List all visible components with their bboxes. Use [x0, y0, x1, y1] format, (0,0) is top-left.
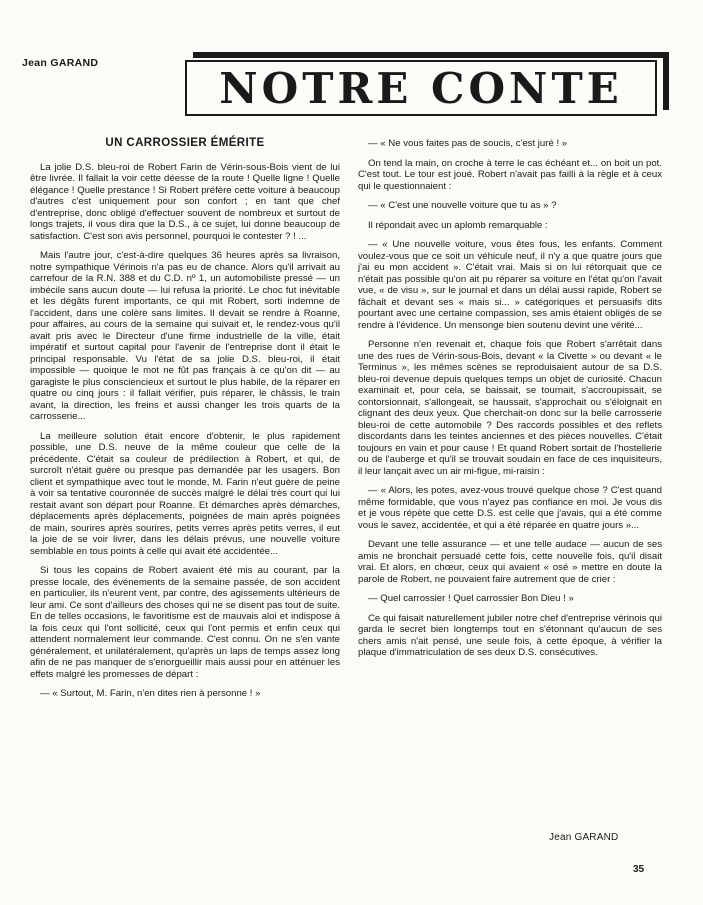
paragraph: La jolie D.S. bleu-roi de Robert Farin de Vérin-sous-Bois vient de lui être livrée. Il fallait la voir cette déesse de la route ! Quelle ligne ! Quelle élégance ! Quelle prestance ! Si Robert préfère cette voiture à beaucoup d'autres c'est uniquement pour son confort ; en tant que chef d'entreprise, donc obligé d'effectuer souvent de nombreux et surtout de longs trajets, il vous dira que la D.S., à ce sujet, lui donne beaucoup de satisfaction. C'est son avis personnel, pourquoi le contester ? ! ...	[30, 161, 340, 242]
paragraph: — « Ne vous faites pas de soucis, c'est juré ! »	[368, 138, 568, 149]
paragraph: La meilleure solution était encore d'obtenir, le plus rapidement possible, une D.S. neuve de la même couleur que celle de la précédente. C'était sa couleur de prédilection à Robert, et qui, de surcroît n'était guère ou presque pas demandée par les usagers. Bon client et sympathique avec tout le monde, M. Farin n'eut guère de peine à voir sa tentative couronnée de succès malgré le délai très court qui lui restait avant son départ pour Roanne. Et démarches après démarches, déplacements après déplacements, poignées de main après poignées de main, sourires après sourires, petits verres après petits verres, il eut la joie de se voir livrer, dans les délais prévus, une nouvelle voiture semblable en tous points à celle qui avait été accidentée...	[30, 430, 340, 557]
page-title: NOTRE CONTE	[219, 63, 623, 113]
paragraph: Il répondait avec un aplomb remarquable :	[368, 219, 548, 231]
paragraph: Si tous les copains de Robert avaient été mis au courant, par la presse locale, des événements de la semaine passée, de son accident en particulier, ils n'eurent vent, par contre, des agissements ultérieurs de leur ami. Ce sont d'ailleurs des choses qui ne se disent pas tout de suite. En de telles occasions, le favoritisme est de mauvais aloi et indispose à la fois ceux qui l'ont sollicité, ceux qui l'ont permis et enfin ceux qui attendent normalement leur commande. C'est connu. On ne s'en vante généralement, et unilatéralement, qu'après un laps de temps assez long afin de ne pas manquer de s'enorgueillir mais aussi pour en atténuer les effets malgré les promesses de départ :	[30, 565, 340, 680]
paragraph: — « Alors, les potes, avez-vous trouvé quelque chose ? C'est quand même formidable, que vous n'ayez pas confiance en moi. Je vous dis et je vous répète que cette D.S. est celle que j'avais, qui a été comme vous le savez, accidentée, et qui a été réparée en quatre jours »...	[358, 485, 662, 531]
paragraph: On tend la main, on croche à terre le cas échéant et... on boit un pot. C'est tout. Le tour est joué. Robert n'avait pas failli à la règle et à ceux qui le questionnaient :	[358, 157, 662, 192]
paragraph: — « Une nouvelle voiture, vous êtes fous, les enfants. Comment voulez-vous que ce soit un véhicule neuf, il n'y a que quatre jours que j'ai eu mon accident ». C'était vrai. Mais si on lui rétorquait que ce n'était pas possible qu'on ait pu réparer sa voiture en l'état qu'on l'avait vue, « de visu », sur le journal et dans un délai aussi rapide, Robert se fâchait et devant ses « mais si... » catégoriques et persuasifs dits pourtant avec une certaine compassion, ses amis étaient obligés de se rendre à l'évidence. Un mensonge bien soutenu devint une vérité...	[358, 239, 662, 331]
paragraph: — « Surtout, M. Farin, n'en dites rien à personne ! »	[40, 688, 261, 699]
story-title: UN CARROSSIER ÉMÉRITE	[105, 137, 265, 149]
paragraph: Devant une telle assurance — et une telle audace — aucun de ses amis ne bronchait persuadé cette fois, cette nouvelle fois, qu'il disait vrai. Et alors, en chœur, ceux qui avaient « osé » mettre en doute la parole de Robert, ne pouvaient faire autrement que de crier :	[358, 539, 662, 585]
paragraph: — Quel carrossier ! Quel carrossier Bon Dieu ! »	[368, 593, 574, 604]
paragraph: Mais l'autre jour, c'est-à-dire quelques 36 heures après sa livraison, notre sympathique Vérinois n'a pas eu de chance. Alors qu'il arrivait au carrefour de la R.N. 388 et du C.D. nº 1, un automobiliste pressé — un imbécile sans aucun doute — lui refusa la priorité. Le choc fut inévitable et les dégâts furent importants, ce qui mit Robert, sorti indemne de l'accident, dans une colère sans limites. Il devait se rendre à Roanne, pour affaires, au cours de la semaine qui suivait et, le rendez-vous qu'il avait pris avec le Directeur d'une firme industrielle de la ville, était impératif et surtout capital pour l'avenir de l'entreprise dont il était le principal responsable. Vu l'état de sa jolie D.S. bleu-roi, il était impossible — quoique le mot ne fût pas français à ce qu'on dit — au garagiste le plus consciencieux et surtout le plus habile, de la réparer en quatre ou cinq jours : il fallait vérifier, puis réparer, le châssis, le train avant, la direction, les freins et aussi changer les trois quarts de la carrosserie...	[30, 250, 340, 422]
page-number: 35	[633, 864, 645, 875]
signature: Jean GARAND	[549, 832, 619, 843]
paragraph: — « C'est une nouvelle voiture que tu as » ?	[368, 200, 557, 211]
author-header: Jean GARAND	[22, 57, 99, 69]
title-box	[185, 52, 671, 118]
paragraph: Personne n'en revenait et, chaque fois que Robert s'arrêtait dans une des rues de Vérin-sous-Bois, devant « la Civette » ou devant « le Terminus », les mêmes scènes se reproduisaient autour de sa D.S. bleu-roi devenue depuis quelques temps un objet de curiosité. Chacun examinait et, pour cela, se baissait, se tournait, s'accroupissait, se contorsionnait, s'allongeait, se haussait, s'approchait ou s'éloignait en clignant des deux yeux. Que cherchait-on donc sur la belle carrosserie bleu-roi de cette automobile ? Des raccords possibles et des reflets discordants dans les teintes anciennes et des pièces nouvelles. C'était toujours en vain et pour cause ! Et quand Robert sortait de l'hostellerie ou de l'auberge et qu'il se trouvait soudain en face de ces inquisiteurs, il leur lançait avec un air mi-figue, mi-raisin :	[358, 339, 662, 477]
left-column	[30, 138, 340, 708]
paragraph: Ce qui faisait naturellement jubiler notre chef d'entreprise vérinois qui garda le secret bien longtemps tout en s'étonnant qu'aucun de ses chers amis n'ait pensé, une seule fois, à cette époque, à vérifier la plaque d'immatriculation de ses deux D.S. consécutives.	[358, 612, 662, 658]
right-column	[358, 138, 662, 667]
